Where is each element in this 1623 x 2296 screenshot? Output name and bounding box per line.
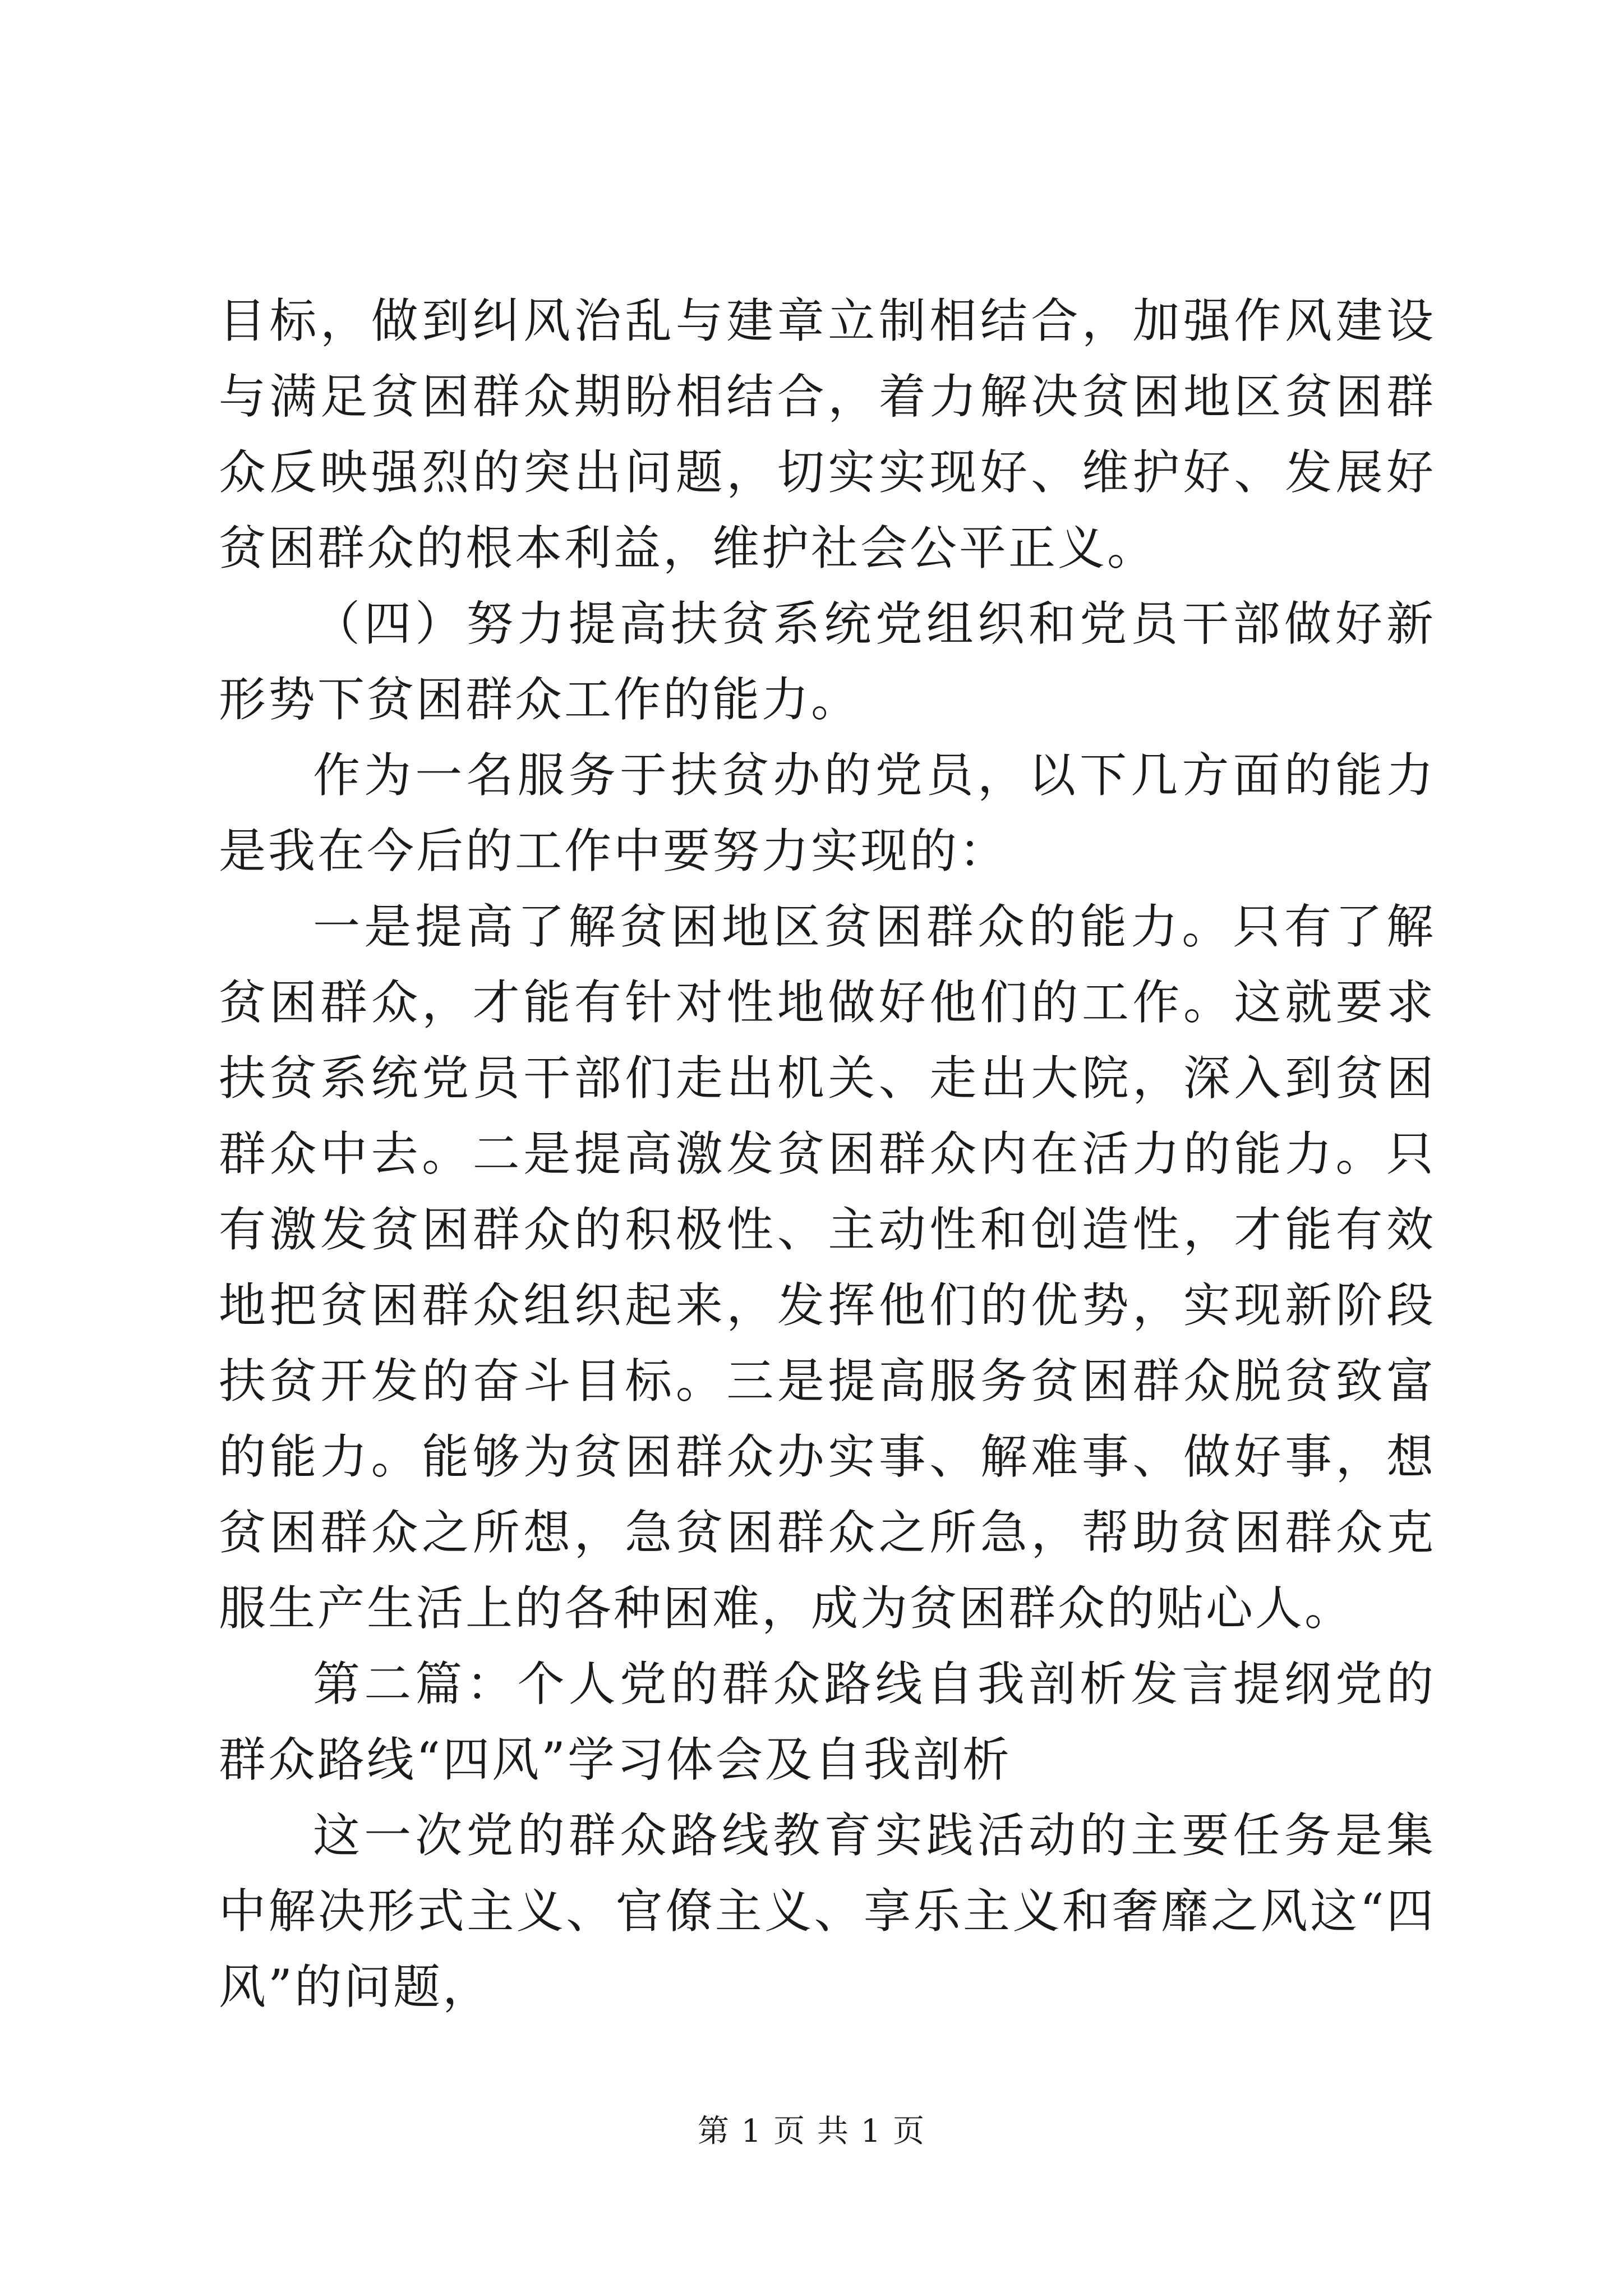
paragraph-abilities: 一是提高了解贫困地区贫困群众的能力。只有了解贫困群众，才能有针对性地做好他们的工作。这就要求扶贫系统党员干部们走出机关、走出大院，深入到贫困群众中去。二是提高激发贫困群众内在活力的能力。只有激发贫困群众的积极性、主动性和创造性，才能有效地把贫困群众组织起来，发挥他们的优势，实现新阶段扶贫开发的奋斗目标。三是提高服务贫困群众脱贫致富的能力。能够为贫困群众办实事、解难事、做好事，想贫困群众之所想，急贫困群众之所急，帮助贫困群众克服生产生活上的各种困难，成为贫困群众的贴心人。 xyxy=(219,899,1436,1636)
paragraph-chapter-two-start: 这一次党的群众路线教育实践活动的主要任务是集中解决形式主义、官僚主义、享乐主义和奢靡之风这“四风”的问题， xyxy=(219,1808,1436,2014)
page-footer: 第 1 页 共 1 页 xyxy=(697,2113,926,2150)
document-body xyxy=(219,283,1436,2025)
paragraph-intro: 作为一名服务于扶贫办的党员，以下几方面的能力是我在今后的工作中要努力实现的： xyxy=(219,748,1436,878)
section-heading-4: （四）努力提高扶贫系统党组织和党员干部做好新形势下贫困群众工作的能力。 xyxy=(219,596,1436,727)
chapter-two-title: 第二篇：个人党的群众路线自我剖析发言提纲党的群众路线“四风”学习体会及自我剖析 xyxy=(219,1657,1436,1787)
paragraph-continuation: 目标，做到纠风治乱与建章立制相结合，加强作风建设与满足贫困群众期盼相结合，着力解决贫困地区贫困群众反映强烈的突出问题，切实实现好、维护好、发展好贫困群众的根本利益，维护社会公平正义。 xyxy=(219,293,1436,576)
